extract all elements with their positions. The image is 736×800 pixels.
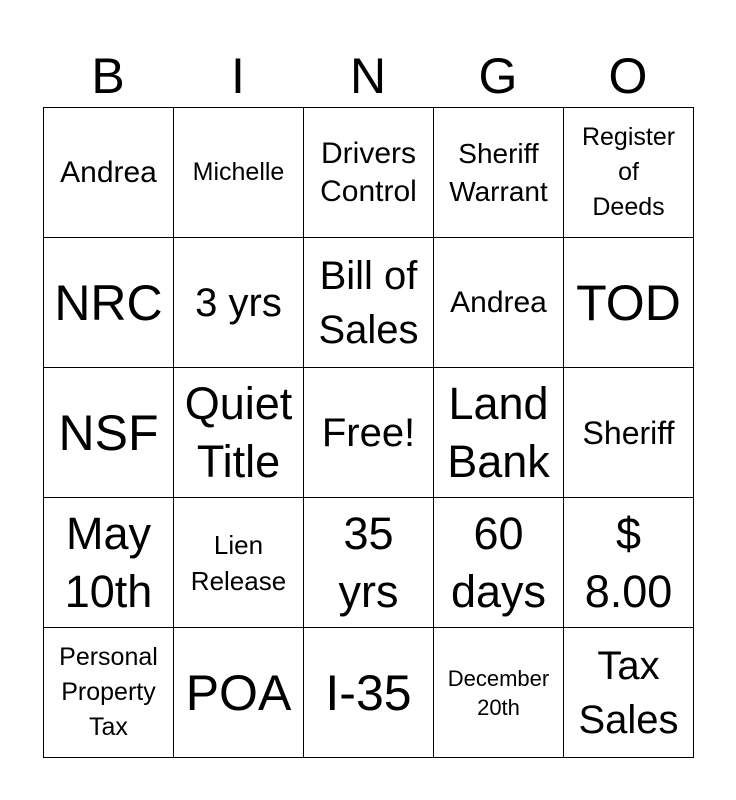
cell-label: $ 8.00 [584, 507, 673, 617]
header-letter-g: G [478, 48, 518, 104]
bingo-cell[interactable] [44, 108, 174, 238]
bingo-cell[interactable] [174, 498, 304, 628]
cell-label: Sheriff [582, 414, 675, 451]
cell-label: 60 days [450, 507, 547, 617]
bingo-header [43, 46, 693, 106]
cell-label: Andrea [450, 285, 547, 319]
bingo-cell[interactable] [304, 238, 434, 368]
header-letter-n: N [349, 48, 387, 104]
cell-label: Bill of Sales [318, 253, 419, 352]
cell-label: NSF [58, 404, 159, 461]
bingo-cell[interactable] [564, 238, 694, 368]
bingo-cell[interactable] [174, 238, 304, 368]
cell-label: Sheriff Warrant [449, 137, 548, 207]
cell-label: December 20th [447, 665, 550, 720]
bingo-cell free-space[interactable] [304, 368, 434, 498]
cell-label: Tax Sales [578, 643, 679, 742]
bingo-cell[interactable] [44, 368, 174, 498]
bingo-cell[interactable] [174, 108, 304, 238]
bingo-cell[interactable] [304, 108, 434, 238]
cell-label: Quiet Title [184, 377, 293, 487]
cell-label: Land Bank [447, 377, 550, 487]
cell-label: POA [185, 664, 292, 721]
cell-label: May 10th [64, 507, 153, 617]
bingo-cell[interactable] [174, 368, 304, 498]
bingo-cell[interactable] [434, 628, 564, 758]
cell-label: Drivers Control [320, 136, 417, 208]
cell-label: I-35 [325, 664, 412, 721]
header-letter-i: I [231, 48, 245, 104]
header-letter-o: O [608, 48, 648, 104]
bingo-cell[interactable] [564, 498, 694, 628]
cell-label: TOD [576, 274, 681, 331]
bingo-cell[interactable] [304, 498, 434, 628]
bingo-cell[interactable] [564, 108, 694, 238]
cell-label: Andrea [60, 155, 157, 189]
cell-label: 35 yrs [338, 507, 399, 617]
bingo-cell[interactable] [44, 238, 174, 368]
bingo-board [43, 107, 694, 758]
cell-label: Lien Release [190, 529, 287, 596]
cell-label: 3 yrs [195, 280, 282, 325]
cell-label: Personal Property Tax [59, 643, 158, 741]
bingo-cell[interactable] [434, 498, 564, 628]
free-space-label: Free! [321, 410, 416, 455]
cell-label: NRC [54, 274, 163, 331]
bingo-cell[interactable] [434, 108, 564, 238]
bingo-cell[interactable] [434, 238, 564, 368]
cell-label: Register of Deeds [581, 123, 676, 221]
bingo-cell[interactable] [44, 628, 174, 758]
bingo-cell[interactable] [304, 628, 434, 758]
bingo-cell[interactable] [174, 628, 304, 758]
bingo-cell[interactable] [44, 498, 174, 628]
bingo-cell[interactable] [564, 628, 694, 758]
bingo-cell[interactable] [564, 368, 694, 498]
header-letter-b: B [91, 48, 125, 104]
cell-label: Michelle [192, 158, 285, 186]
bingo-cell[interactable] [434, 368, 564, 498]
